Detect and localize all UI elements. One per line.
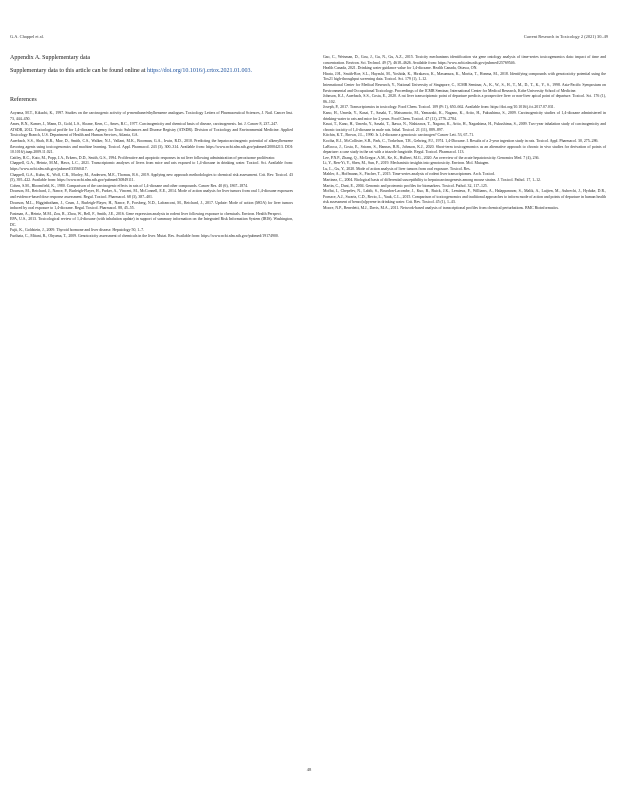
reference-entry: LaRocca, J., Costa, E., Sriram, S., Hannas, B.R., Johnson, K.J., 2020. Short-term toxicogenomics as an alternative approach to chronic in vivo studies for derivation of points of departure: a case study in the rat with a triazole fungicide. Regul. Toxicol. Pharmacol. 113. xyxy=(323,144,606,155)
reference-entry: International Center for Medical Research, Y., National University of Singapore, C., ICMR Seminar, A., K., W., S., H., T., M., D., T., K., Y., S., 1998. Asia-Pacific Symposium on Environmental and Occupational Toxicology. Proceedings of the ICMR Seminar, International Center for Medical Research, Kobe University School of Medicine. xyxy=(323,82,606,93)
reference-entry: ATSDR, 2012. Toxicological profile for 1,4-dioxane. Agency for Toxic Substances and Disease Registry (ATSDR). Division of Toxicology and Environmental Medicine. Applied Toxicology Branch, U.S. Department of Health and Human Services, Atlanta, GA. xyxy=(10,127,293,138)
header-authors: G.A. Chappel et al. xyxy=(10,34,44,39)
reference-entry: Kasai, T., Kano, H., Umeda, Y., Sasaki, T., Ikawa, N., Nishizawa, T., Nagano, K., Arito, H., Nagashima, H., Fukushima, S., 2009. Two-year inhalation study of carcinogenicity and chronic toxicity of 1,4-dioxane in male rats. Inhal. Toxicol. 21 (11), 889–897. xyxy=(323,122,606,132)
running-header xyxy=(10,34,608,44)
reference-entry: Hirata, J.H., Smith-Roe, S.L., Hayashi, M., Yoshida, K., Hirakawa, K., Masumura, K., Morita, T., Honma, M., 2018. Identifying compounds with genotoxicity potential using the Tox21 high-throughput screening data. Toxicol. Sci. 179 (1), 1–12. xyxy=(323,71,606,82)
reference-entry: Aoyama, M.T., Kikuchi, K., 1997. Studies on the carcinogenic activity of p-menthane/ethylbenzene analogues. Toxicology Letters of Pharmaceutical Sciences, J. Natl. Cancer Inst. 73, 444–450. xyxy=(10,111,293,121)
reference-entry: Cattley, R.C., Kato, M., Popp, J.A., Erkens, D.D., Smith, G.S., 1994. Proliferative and apoptotic responses in rat liver following administration of peroxisome proliferator. xyxy=(10,155,276,160)
reference-entry: Li, Y., Ren-Yi, Y., Shen, M., Sun, F., 2019. Mechanistic insights into genotoxicity. Environ. Mol. Mutagen. xyxy=(323,161,490,166)
reference-entry: Furihata, C., Mitani, R., Ohyama, T., 2009. Genotoxicity assessment of chemicals in the liver. Mutat. Res. Available from: https://www.ncbi.nlm.nih.gov/pubmed/19174900. xyxy=(10,234,279,239)
reference-entry: Cohen, S.M., Bloomfield, K., 1980. Comparison of the carcinogenic effects in rats of 1,4-dioxane and other compounds. Cancer Res. 40 (6), 1867–1874. xyxy=(10,183,249,188)
reference-entry: Gao, C., Weisman, D., Gou, J., Gu, N., Gu, A.Z., 2015. Toxicity mechanisms identification via gene ontology analysis of time-series toxicogenomics data: impact of time and concentration. Environ. Sci. Technol. 49 (7), 4618–4626. Available from: https://www.ncbi.nlm.nih.gov/pubmed/25769546. xyxy=(323,55,606,65)
reference-entry: Martin, C., Dani, E., 2004. Genomic and proteomic profiles for biomarkers. Toxicol. Pathol. 32, 117–125. xyxy=(323,183,488,188)
references-heading: References xyxy=(10,97,37,103)
appendix-title: Appendix A. Supplementary data xyxy=(10,55,90,61)
reference-entry: Chappell, G.A., Kuhn, K., Wolf, C.R., Morley, M., Andersen, M.E., Thomas, R.S., 2019. Applying new approach methodologies to chemical risk assessment. Crit. Rev. Toxicol. 43 (5), 395–422. Available from: https://www.ncbi.nlm.nih.gov/pubmed/30849111. xyxy=(10,172,293,183)
reference-entry: Lu, L., Gu, Y., 2020. Mode of action analysis of liver tumors from oral exposure. Toxicol. Res. xyxy=(323,166,471,171)
references-list-left xyxy=(10,111,293,240)
reference-entry: Joseph, P., 2017. Transcriptomics in toxicology. Food Chem. Toxicol. 109 (Pt 1), 650–662. Available from: https://doi.org/10.1016/j.fct.2017.07.031. xyxy=(323,105,555,110)
reference-entry: Health Canada, 2021. Drinking water guidance value for 1,4-dioxane. Health Canada, Ottawa, ON. xyxy=(323,66,478,71)
reference-entry: Mahler, A., Hoffmann, S., Fischer, T., 2015. Time-series analysis of rodent liver transcriptomes. Arch. Toxicol. xyxy=(323,172,496,177)
reference-entry: Ames, B.N., Kamer, J., Mann, D., Gold, L.S., Sloane, Kern, C., Ames, B.C., 1977. Carcinogenicity and chemical basis of disease, carcinogenesis. Int. J. Cancer 8, 237–247. xyxy=(10,122,279,127)
reference-entry: Johnson, K.J., Auerbach, S.S., Costa, E., 2020. A rat liver transcriptomic point of departure predicts a prospective liver or non-liver apical point of departure. Toxicol. Sci. 176 (1), 86–102. xyxy=(323,94,606,104)
reference-entry: Fujii, K., Goldstein, J., 2009. Thyroid hormone and liver disease. Hepatology 50, 1–7. xyxy=(10,228,145,233)
reference-entry: Fastman, A., Heintz, M.M., Zou, R., Zhou, W., Bell, F., Smith, J.E., 2016. Gene expression analysis in rodent liver following exposure to chemicals. Environ. Health Perspect. xyxy=(10,211,282,216)
right-column xyxy=(323,55,606,212)
page-number: 48 xyxy=(306,767,312,772)
reference-entry: Kociba, R.J., McCollister, S.B., Park, C., Torkelson, T.R., Gehring, P.J., 1974. 1,4-Dioxane. I. Results of a 2-year ingestion study in rats. Toxicol. Appl. Pharmacol. 30, 275–286. xyxy=(323,138,599,143)
reference-entry: Chappell, G.A., Heintz, M.M., Haws, L.C., 2021. Transcriptomic analyses of livers from mice and rats exposed to 1,4-dioxane in drinking water. Toxicol. Sci. Available from: https://www.ncbi.nlm.nih.gov/pubmed/33560417. xyxy=(10,161,293,171)
reference-entry: EPA, U.S., 2013. Toxicological review of 1,4-dioxane (with inhalation update) in support of summary information on the Integrated Risk Information System (IRIS). Washington, DC. xyxy=(10,217,293,227)
reference-entry: Dourson, M.L., Higginbotham, J., Crum, J., Burleigh-Flayer, H., Nance, P., Forsberg, N.D., Lafranconi, M., Reichard, J., 2017. Update: Mode of action (MOA) for liver tumors induced by oral exposure to 1,4-dioxane. Regul. Toxicol. Pharmacol. 88, 45–55. xyxy=(10,200,293,211)
appendix-sentence: Supplementary data to this article can be found online at xyxy=(10,68,146,74)
reference-entry: Kitchin, K.T., Brown, J.L., 1990. Is 1,4-dioxane a genotoxic carcinogen? Cancer Lett. 53, 67–71. xyxy=(323,133,475,138)
left-column xyxy=(10,55,293,240)
reference-entry: Moffat, I., Chepelev, N., Labib, S., Bourdon-Lacombe, J., Kuo, B., Buick, J.K., Lemieux, F., Williams, A., Halappanavar, S., Malik, A., Luijten, M., Aubrecht, J., Hyduke, D.R., Fornace, A.J., Swartz, C.D., Recio, L., Yauk, C.L., 2015. Comparison of toxicogenomics and traditional approaches to inform mode of action and points of departure in human health risk assessment of benzo[a]pyrene in drinking water. Crit. Rev. Toxicol. 45 (1), 1–43. xyxy=(323,189,606,205)
reference-entry: Auerbach, S.S., Shah, R.R., Mav, D., Smith, C.S., Walker, N.J., Vallant, M.K., Boorman, G.A., Irwin, R.D., 2010. Predicting the hepatocarcinogenic potential of alkenylbenzene flavoring agents using toxicogenomics and machine learning. Toxicol. Appl. Pharmacol. 243 (3), 300–314. Available from: https://www.ncbi.nlm.nih.gov/pubmed/20004213. DOI: 10.1016/j.taap.2009.11.021. xyxy=(10,138,293,155)
reference-entry: Dourson, M., Reichard, J., Nance, P., Burleigh-Flayer, H., Parker, A., Vincent, M., McConnell, E.E., 2014. Mode of action analysis for liver tumors from oral 1,4-dioxane exposures and evidence-based dose response assessment. Regul. Toxicol. Pharmacol. 68 (3), 387–401. xyxy=(10,189,293,199)
supplementary-doi-link[interactable]: https://doi.org/10.1016/j.crtox.2021.01.003. xyxy=(146,68,253,74)
reference-entry: Kano, H., Umeda, Y., Kasai, T., Sasaki, T., Matsumoto, M., Yamazaki, K., Nagano, K., Arito, H., Fukushima, S., 2009. Carcinogenicity studies of 1,4-dioxane administered in drinking-water to rats and mice for 2 years. Food Chem. Toxicol. 47 (11), 2776–2784. xyxy=(323,110,606,121)
references-list-right xyxy=(323,55,606,212)
reference-entry: Lee, P.N.P., Zhang, Q., McGregor, A.M., Ke, K., Hulbert, M.G., 2020. An overview of the acute hepatotoxicity. Genomics Med. 7 (4), 236. xyxy=(323,155,540,160)
appendix-text xyxy=(10,67,293,75)
reference-entry: Martinez, C., 2004. Biological basis of differential susceptibility to hepatocarcinogenesis among mouse strains. J. Toxicol. Pathol. 17, 1–12. xyxy=(323,178,541,183)
reference-entry: Moore, N.P., Benedetti, M.J., Davis, M.A., 2011. Network-based analysis of transcriptional profiles from chemical perturbations. BMC Bioinformatics. xyxy=(323,206,559,211)
header-journal: Current Research in Toxicology 2 (2021) 30–49 xyxy=(523,34,608,39)
